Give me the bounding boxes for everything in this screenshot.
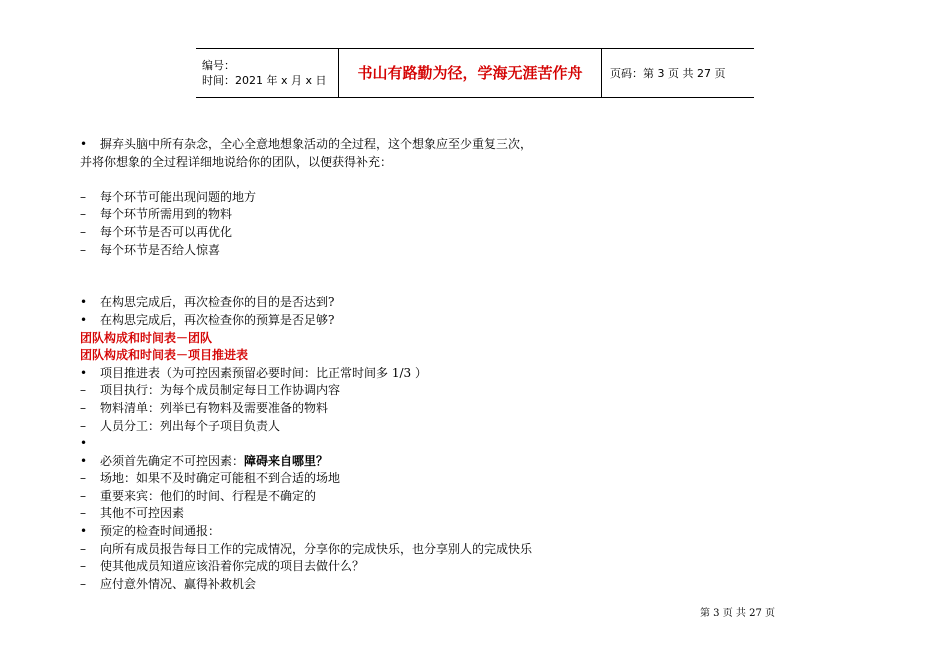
blank-line [80,171,680,189]
list-item: 物料清单：列举已有物料及需要准备的物料 [100,400,329,415]
header-time-label: 时间：2021 年 x 月 x 日 [202,74,327,87]
list-item: 每个环节可能出现问题的地方 [100,189,257,204]
header-meta-cell [196,49,339,97]
dash-line [80,418,680,436]
list-item: 其他不可控因素 [100,506,185,521]
dash-line [80,470,680,488]
page-footer [700,604,775,619]
heading-text: 团队构成和时间表－项目推进表 [80,348,249,363]
bullet-line [80,523,680,541]
dash-line [80,558,680,576]
list-item: 每个环节是否可以再优化 [100,224,233,239]
dash-line [80,189,680,207]
list-item: 应付意外情况、赢得补救机会 [100,576,257,591]
dash-marker: – [80,488,86,503]
list-item: 重要来宾：他们的时间、行程是不确定的 [100,488,317,503]
dash-line [80,242,680,260]
dash-line [80,382,680,400]
document-header [196,48,754,98]
dash-marker: – [80,189,86,204]
list-item: 必须首先确定不可控因素： [100,453,245,468]
section-heading [80,330,680,348]
bullet-marker: • [80,453,88,468]
paragraph-text: 并将你想象的全过程详细地说给你的团队，以便获得补充： [80,154,393,169]
dash-marker: – [80,242,86,257]
header-motto [339,49,602,97]
bullet-marker: • [80,137,88,151]
dash-line [80,206,680,224]
dash-marker: – [80,559,86,574]
bullet-marker: • [80,524,88,539]
list-item: 向所有成员报告每日工作的完成情况，分享你的完成快乐，也分享别人的完成快乐 [100,541,533,556]
bullet-line [80,365,680,383]
blank-line [80,277,680,295]
dash-marker: – [80,207,86,222]
dash-marker: – [80,400,86,415]
list-item: 项目推进表（为可控因素预留必要时间：比正常时间多 1/3 ） [100,365,427,380]
list-item: 预定的检查时间通报： [100,524,221,539]
list-item: 每个环节是否给人惊喜 [100,242,221,257]
list-item: 在构思完成后，再次检查你的目的是否达到? [100,295,335,310]
list-item: 场地：如果不及时确定可能租不到合适的场地 [100,471,341,486]
header-page-label: 页码：第 3 页 共 27 页 [610,66,726,80]
dash-line [80,488,680,506]
list-item: 在构思完成后，再次检查你的预算是否足够? [100,312,335,327]
dash-marker: – [80,224,86,239]
dash-marker: – [80,471,86,486]
dash-marker: – [80,506,86,521]
dash-marker: – [80,541,86,556]
dash-line [80,541,680,559]
bullet-marker: • [80,295,88,310]
dash-marker: – [80,383,86,398]
bullet-marker: • [80,436,88,451]
dash-line [80,505,680,523]
dash-line [80,224,680,242]
bullet-line [80,312,680,330]
continuation-line [80,154,680,172]
bullet-line [80,136,680,154]
header-page-cell [602,49,754,97]
motto-text: 书山有路勤为径，学海无涯苦作舟 [357,63,583,82]
list-item: 人员分工：列出每个子项目负责人 [100,418,281,433]
dash-line [80,400,680,418]
list-item: 每个环节所需用到的物料 [100,207,233,222]
bullet-line [80,294,680,312]
bullet-line [80,453,680,471]
heading-text: 团队构成和时间表－团队 [80,330,213,345]
dash-line [80,576,680,594]
bullet-marker: • [80,312,88,327]
paragraph-text: 摒弃头脑中所有杂念，全心全意地想象活动的全过程，这个想象应至少重复三次， [100,137,533,151]
blank-line [80,259,680,277]
footer-page-number: 第 3 页 共 27 页 [700,608,775,619]
emphasis-text: 障碍来自哪里？ [244,453,329,468]
list-item: 项目执行：为每个成员制定每日工作协调内容 [100,383,341,398]
section-heading [80,347,680,365]
bullet-marker: • [80,365,88,380]
bullet-line [80,435,680,453]
header-number-label: 编号： [202,59,235,72]
dash-marker: – [80,576,86,591]
dash-marker: – [80,418,86,433]
list-item: 使其他成员知道应该沿着你完成的项目去做什么？ [100,559,365,574]
document-body [80,136,680,593]
